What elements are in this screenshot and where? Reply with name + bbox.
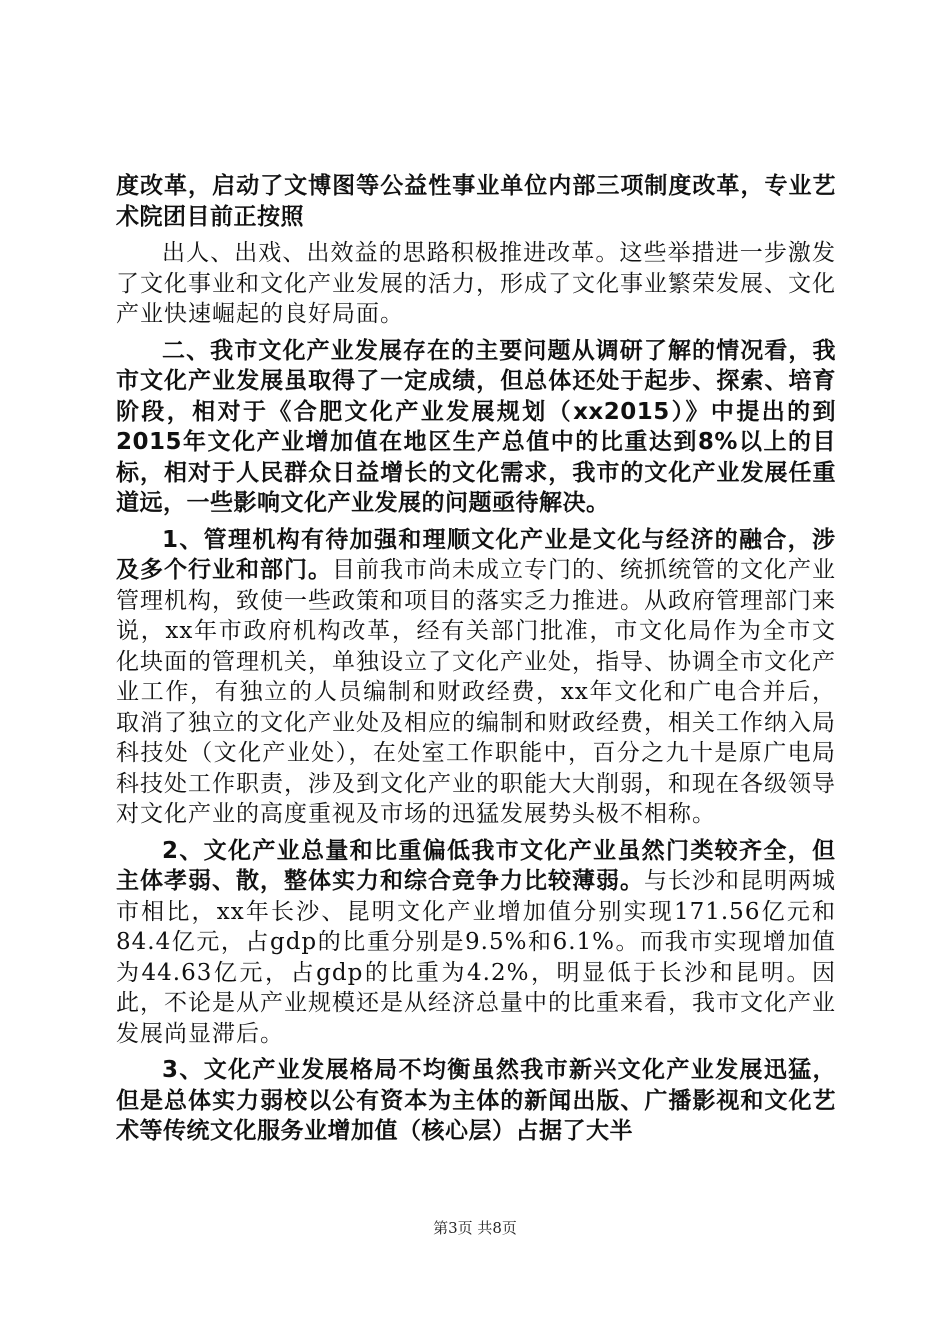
page-total: 共8页 <box>477 1219 517 1237</box>
paragraph-2: 出人、出戏、出效益的思路积极推进改革。这些举措进一步激发了文化事业和文化产业发展的活力，形成了文化事业繁荣发展、文化产业快速崛起的良好局面。 <box>116 240 836 327</box>
page-number: 第3页 <box>433 1219 473 1237</box>
paragraph-5-lead: 2、文化产业总量和比重偏低我市文化产业虽然门类较齐全，但主体孝弱、散，整体实力和综合竞争力比较薄弱。 <box>116 837 836 894</box>
paragraph-4-lead: 1、管理机构有待加强和理顺文化产业是文化与经济的融合，涉及多个行业和部门。 <box>116 526 836 583</box>
paragraph-5 <box>116 836 836 1050</box>
paragraph-5-body: 与长沙和昆明两城市相比，xx年长沙、昆明文化产业增加值分别实现171.56亿元和84.4亿元，占gdp的比重分别是9.5%和6.1%。而我市实现增加值为44.63亿元，占gdp的比重为4.2%，明显低于长沙和昆明。因此，不论是从产业规模还是从经济总量中的比重来看，我市文化产业发展尚显滞后。 <box>116 868 836 1047</box>
paragraph-4-body: 目前我市尚未成立专门的、统抓统管的文化产业管理机构，致使一些政策和项目的落实乏力推进。从政府管理部门来说，xx年市政府机构改革，经有关部门批准，市文化局作为全市文化块面的管理机关，单独设立了文化产业处，指导、协调全市文化产业工作，有独立的人员编制和财政经费，xx年文化和广电合并后，取消了独立的文化产业处及相应的编制和财政经费，相关工作纳入局科技处（文化产业处），在处室工作职能中，百分之九十是原广电局科技处工作职责，涉及到文化产业的职能大大削弱，和现在各级领导对文化产业的高度重视及市场的迅猛发展势头极不相称。 <box>116 557 836 827</box>
document-body <box>116 171 836 1153</box>
paragraph-1: 度改革，启动了文博图等公益性事业单位内部三项制度改革，专业艺术院团目前正按照 <box>116 173 836 230</box>
paragraph-4 <box>116 525 836 830</box>
paragraph-6: 3、文化产业发展格局不均衡虽然我市新兴文化产业发展迅猛，但是总体实力弱校以公有资本为主体的新闻出版、广播影视和文化艺术等传统文化服务业增加值（核心层）占据了大半 <box>116 1057 836 1144</box>
page-footer <box>0 1217 950 1238</box>
paragraph-3: 二、我市文化产业发展存在的主要问题从调研了解的情况看，我市文化产业发展虽取得了一定成绩，但总体还处于起步、探索、培育阶段，相对于《合肥文化产业发展规划（xx2015）》中提出的到2015年文化产业增加值在地区生产总值中的比重达到8%以上的目标，相对于人民群众日益增长的文化需求，我市的文化产业发展任重道远，一些影响文化产业发展的问题亟待解决。 <box>116 337 836 516</box>
